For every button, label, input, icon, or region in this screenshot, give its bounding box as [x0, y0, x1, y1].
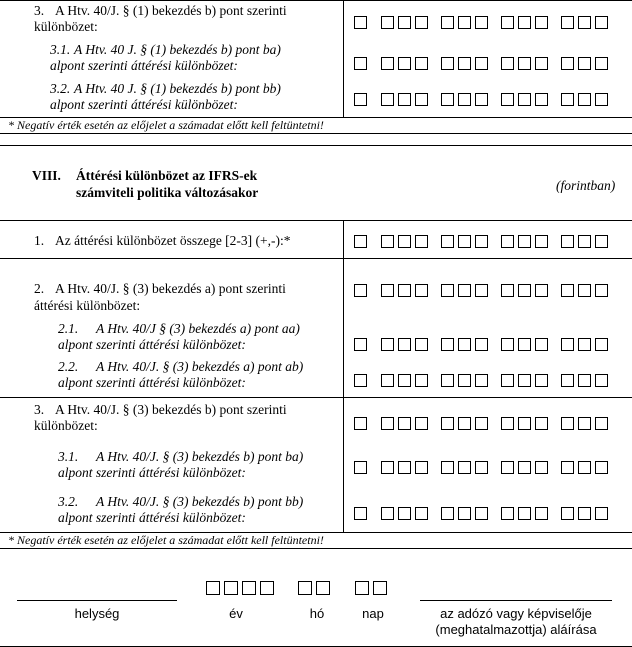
row-label: alpont szerinti áttérési különbözet: — [58, 375, 246, 390]
digit-box[interactable] — [381, 374, 394, 387]
digit-box[interactable] — [501, 338, 514, 351]
digit-box[interactable] — [475, 374, 488, 387]
digit-box[interactable] — [458, 93, 471, 106]
digit-box[interactable] — [518, 417, 531, 430]
digit-box[interactable] — [475, 507, 488, 520]
digit-box[interactable] — [415, 284, 428, 297]
month-label: hó — [309, 606, 325, 621]
digit-box[interactable] — [475, 16, 488, 29]
digit-box[interactable] — [578, 417, 591, 430]
digit-box[interactable] — [595, 461, 608, 474]
digit-box[interactable] — [518, 461, 531, 474]
digit-box[interactable] — [381, 507, 394, 520]
digit-box[interactable] — [415, 93, 428, 106]
digit-box[interactable] — [578, 57, 591, 70]
divider — [0, 145, 632, 146]
row-label: A Htv. 40 J. § (1) bekezdés b) pont ba) — [74, 42, 281, 57]
digit-box[interactable] — [398, 284, 411, 297]
digit-box[interactable] — [501, 57, 514, 70]
digit-box[interactable] — [354, 16, 367, 29]
year-digit-box[interactable] — [242, 581, 256, 595]
place-line[interactable] — [17, 600, 177, 601]
row-number: 3.2. — [58, 494, 79, 509]
signature-line[interactable] — [420, 600, 612, 601]
row-label: A Htv. 40/J. § (3) bekezdés a) pont szerinti — [55, 281, 286, 296]
section-title: Áttérési különbözet az IFRS-ek — [76, 168, 258, 183]
digit-box[interactable] — [458, 338, 471, 351]
row-label: áttérési különbözet: — [34, 298, 141, 313]
digit-box[interactable] — [475, 461, 488, 474]
digit-box[interactable] — [501, 93, 514, 106]
digit-box[interactable] — [441, 57, 454, 70]
row-number: 3.1. — [58, 449, 79, 464]
year-digit-box[interactable] — [206, 581, 220, 595]
digit-box[interactable] — [458, 461, 471, 474]
digit-box[interactable] — [561, 417, 574, 430]
digit-box[interactable] — [595, 284, 608, 297]
year-digit-box[interactable] — [260, 581, 274, 595]
digit-box[interactable] — [381, 93, 394, 106]
digit-box[interactable] — [501, 235, 514, 248]
row-label: A Htv. 40/J. § (1) bekezdés b) pont szerinti — [55, 3, 287, 18]
digit-box[interactable] — [501, 417, 514, 430]
digit-box[interactable] — [458, 57, 471, 70]
digit-box[interactable] — [518, 235, 531, 248]
digit-box[interactable] — [415, 374, 428, 387]
digit-box[interactable] — [595, 16, 608, 29]
digit-box[interactable] — [561, 338, 574, 351]
digit-box[interactable] — [578, 284, 591, 297]
row-label: A Htv. 40/J. § (3) bekezdés a) pont ab) — [96, 359, 304, 374]
day-digit-box[interactable] — [355, 581, 369, 595]
digit-box[interactable] — [441, 284, 454, 297]
row-label: A Htv. 40/J. § (3) bekezdés b) pont szerinti — [55, 402, 287, 417]
digit-box[interactable] — [354, 507, 367, 520]
digit-box[interactable] — [354, 417, 367, 430]
digit-box[interactable] — [561, 507, 574, 520]
digit-box[interactable] — [458, 16, 471, 29]
digit-box[interactable] — [458, 507, 471, 520]
digit-box[interactable] — [398, 93, 411, 106]
section-number: VIII. — [32, 168, 61, 183]
digit-box[interactable] — [354, 235, 367, 248]
row-label: alpont szerinti áttérési különbözet: — [58, 465, 246, 480]
digit-box[interactable] — [458, 417, 471, 430]
row-number: 3. — [34, 3, 45, 18]
digit-box[interactable] — [441, 338, 454, 351]
row-number: 3.1. — [50, 42, 71, 57]
top-border — [0, 0, 632, 1]
row-label: különbözet: — [34, 418, 98, 433]
digit-box[interactable] — [561, 57, 574, 70]
digit-box[interactable] — [458, 284, 471, 297]
digit-box[interactable] — [398, 16, 411, 29]
digit-box[interactable] — [415, 417, 428, 430]
digit-box[interactable] — [578, 93, 591, 106]
digit-box[interactable] — [475, 284, 488, 297]
digit-box[interactable] — [381, 417, 394, 430]
digit-box[interactable] — [398, 338, 411, 351]
digit-box[interactable] — [475, 235, 488, 248]
digit-box[interactable] — [595, 93, 608, 106]
row-number: 2.1. — [58, 321, 79, 336]
divider — [0, 258, 632, 259]
digit-box[interactable] — [398, 417, 411, 430]
row-label: Az áttérési különbözet összege [2-3] (+,-):* — [55, 233, 291, 248]
divider — [0, 397, 632, 398]
signer-label: (meghatalmazottja) aláírása — [435, 622, 597, 637]
digit-box[interactable] — [398, 461, 411, 474]
year-digit-box[interactable] — [224, 581, 238, 595]
digit-box[interactable] — [535, 461, 548, 474]
row-label: különbözet: — [34, 19, 98, 34]
digit-box[interactable] — [415, 235, 428, 248]
digit-box[interactable] — [381, 235, 394, 248]
signer-label: az adózó vagy képviselője — [440, 606, 592, 621]
digit-box[interactable] — [501, 507, 514, 520]
digit-box[interactable] — [501, 284, 514, 297]
year-label: év — [229, 606, 243, 621]
digit-box[interactable] — [354, 338, 367, 351]
section-title: számviteli politika változásakor — [76, 185, 259, 200]
digit-box[interactable] — [381, 57, 394, 70]
digit-box[interactable] — [561, 93, 574, 106]
digit-box[interactable] — [595, 235, 608, 248]
digit-box[interactable] — [535, 338, 548, 351]
digit-box[interactable] — [441, 417, 454, 430]
row-label: A Htv. 40/J. § (3) bekezdés b) pont ba) — [96, 449, 304, 464]
column-divider — [343, 0, 344, 117]
digit-box[interactable] — [595, 374, 608, 387]
digit-box[interactable] — [535, 374, 548, 387]
digit-box[interactable] — [501, 461, 514, 474]
digit-box[interactable] — [398, 57, 411, 70]
footnote: * Negatív érték esetén az előjelet a számadat előtt kell feltüntetni! — [8, 533, 324, 547]
digit-box[interactable] — [535, 93, 548, 106]
digit-box[interactable] — [595, 57, 608, 70]
digit-box[interactable] — [354, 57, 367, 70]
divider — [0, 133, 632, 134]
row-number: 1. — [34, 233, 45, 248]
digit-box[interactable] — [475, 338, 488, 351]
digit-box[interactable] — [354, 284, 367, 297]
digit-box[interactable] — [415, 507, 428, 520]
row-number: 3. — [34, 402, 45, 417]
row-number: 2. — [34, 281, 45, 296]
digit-box[interactable] — [475, 57, 488, 70]
digit-box[interactable] — [381, 338, 394, 351]
digit-box[interactable] — [561, 461, 574, 474]
digit-box[interactable] — [578, 338, 591, 351]
digit-box[interactable] — [398, 235, 411, 248]
digit-box[interactable] — [415, 461, 428, 474]
row-number: 3.2. — [50, 81, 71, 96]
digit-box[interactable] — [535, 235, 548, 248]
digit-box[interactable] — [501, 16, 514, 29]
digit-box[interactable] — [578, 507, 591, 520]
row-number: 2.2. — [58, 359, 79, 374]
divider — [0, 220, 632, 221]
digit-box[interactable] — [518, 57, 531, 70]
digit-box[interactable] — [578, 235, 591, 248]
digit-box[interactable] — [561, 374, 574, 387]
digit-box[interactable] — [535, 507, 548, 520]
digit-box[interactable] — [518, 93, 531, 106]
digit-box[interactable] — [354, 461, 367, 474]
digit-box[interactable] — [441, 374, 454, 387]
row-label: alpont szerinti áttérési különbözet: — [58, 337, 246, 352]
digit-box[interactable] — [441, 235, 454, 248]
day-label: nap — [362, 606, 384, 621]
digit-box[interactable] — [441, 16, 454, 29]
digit-box[interactable] — [475, 93, 488, 106]
digit-box[interactable] — [595, 338, 608, 351]
divider — [0, 548, 632, 549]
digit-box[interactable] — [458, 235, 471, 248]
digit-box[interactable] — [441, 93, 454, 106]
digit-box[interactable] — [415, 338, 428, 351]
digit-box[interactable] — [381, 461, 394, 474]
digit-box[interactable] — [415, 57, 428, 70]
digit-box[interactable] — [441, 507, 454, 520]
digit-box[interactable] — [398, 507, 411, 520]
month-digit-box[interactable] — [298, 581, 312, 595]
row-label: A Htv. 40 J. § (1) bekezdés b) pont bb) — [74, 81, 281, 96]
digit-box[interactable] — [415, 16, 428, 29]
digit-box[interactable] — [475, 417, 488, 430]
digit-box[interactable] — [501, 374, 514, 387]
month-digit-box[interactable] — [316, 581, 330, 595]
digit-box[interactable] — [518, 338, 531, 351]
digit-box[interactable] — [518, 374, 531, 387]
footnote: * Negatív érték esetén az előjelet a számadat előtt kell feltüntetni! — [8, 118, 324, 132]
digit-box[interactable] — [595, 417, 608, 430]
digit-box[interactable] — [535, 417, 548, 430]
digit-box[interactable] — [578, 16, 591, 29]
digit-box[interactable] — [561, 235, 574, 248]
digit-box[interactable] — [535, 284, 548, 297]
row-label: alpont szerinti áttérési különbözet: — [50, 97, 238, 112]
digit-box[interactable] — [578, 374, 591, 387]
digit-box[interactable] — [441, 461, 454, 474]
digit-box[interactable] — [518, 284, 531, 297]
digit-box[interactable] — [535, 16, 548, 29]
digit-box[interactable] — [535, 57, 548, 70]
digit-box[interactable] — [518, 507, 531, 520]
row-label: alpont szerinti áttérési különbözet: — [50, 58, 238, 73]
digit-box[interactable] — [354, 93, 367, 106]
digit-box[interactable] — [381, 284, 394, 297]
digit-box[interactable] — [381, 16, 394, 29]
row-label: A Htv. 40/J. § (3) bekezdés b) pont bb) — [96, 494, 304, 509]
digit-box[interactable] — [595, 507, 608, 520]
unit-label: (forintban) — [556, 178, 616, 193]
digit-box[interactable] — [578, 461, 591, 474]
column-divider — [343, 220, 344, 532]
digit-box[interactable] — [561, 284, 574, 297]
digit-box[interactable] — [354, 374, 367, 387]
row-label: A Htv. 40/J § (3) bekezdés a) pont aa) — [96, 321, 300, 336]
day-digit-box[interactable] — [373, 581, 387, 595]
digit-box[interactable] — [561, 16, 574, 29]
digit-box[interactable] — [518, 16, 531, 29]
digit-box[interactable] — [458, 374, 471, 387]
digit-box[interactable] — [398, 374, 411, 387]
place-label: helység — [74, 606, 120, 621]
row-label: alpont szerinti áttérési különbözet: — [58, 510, 246, 525]
